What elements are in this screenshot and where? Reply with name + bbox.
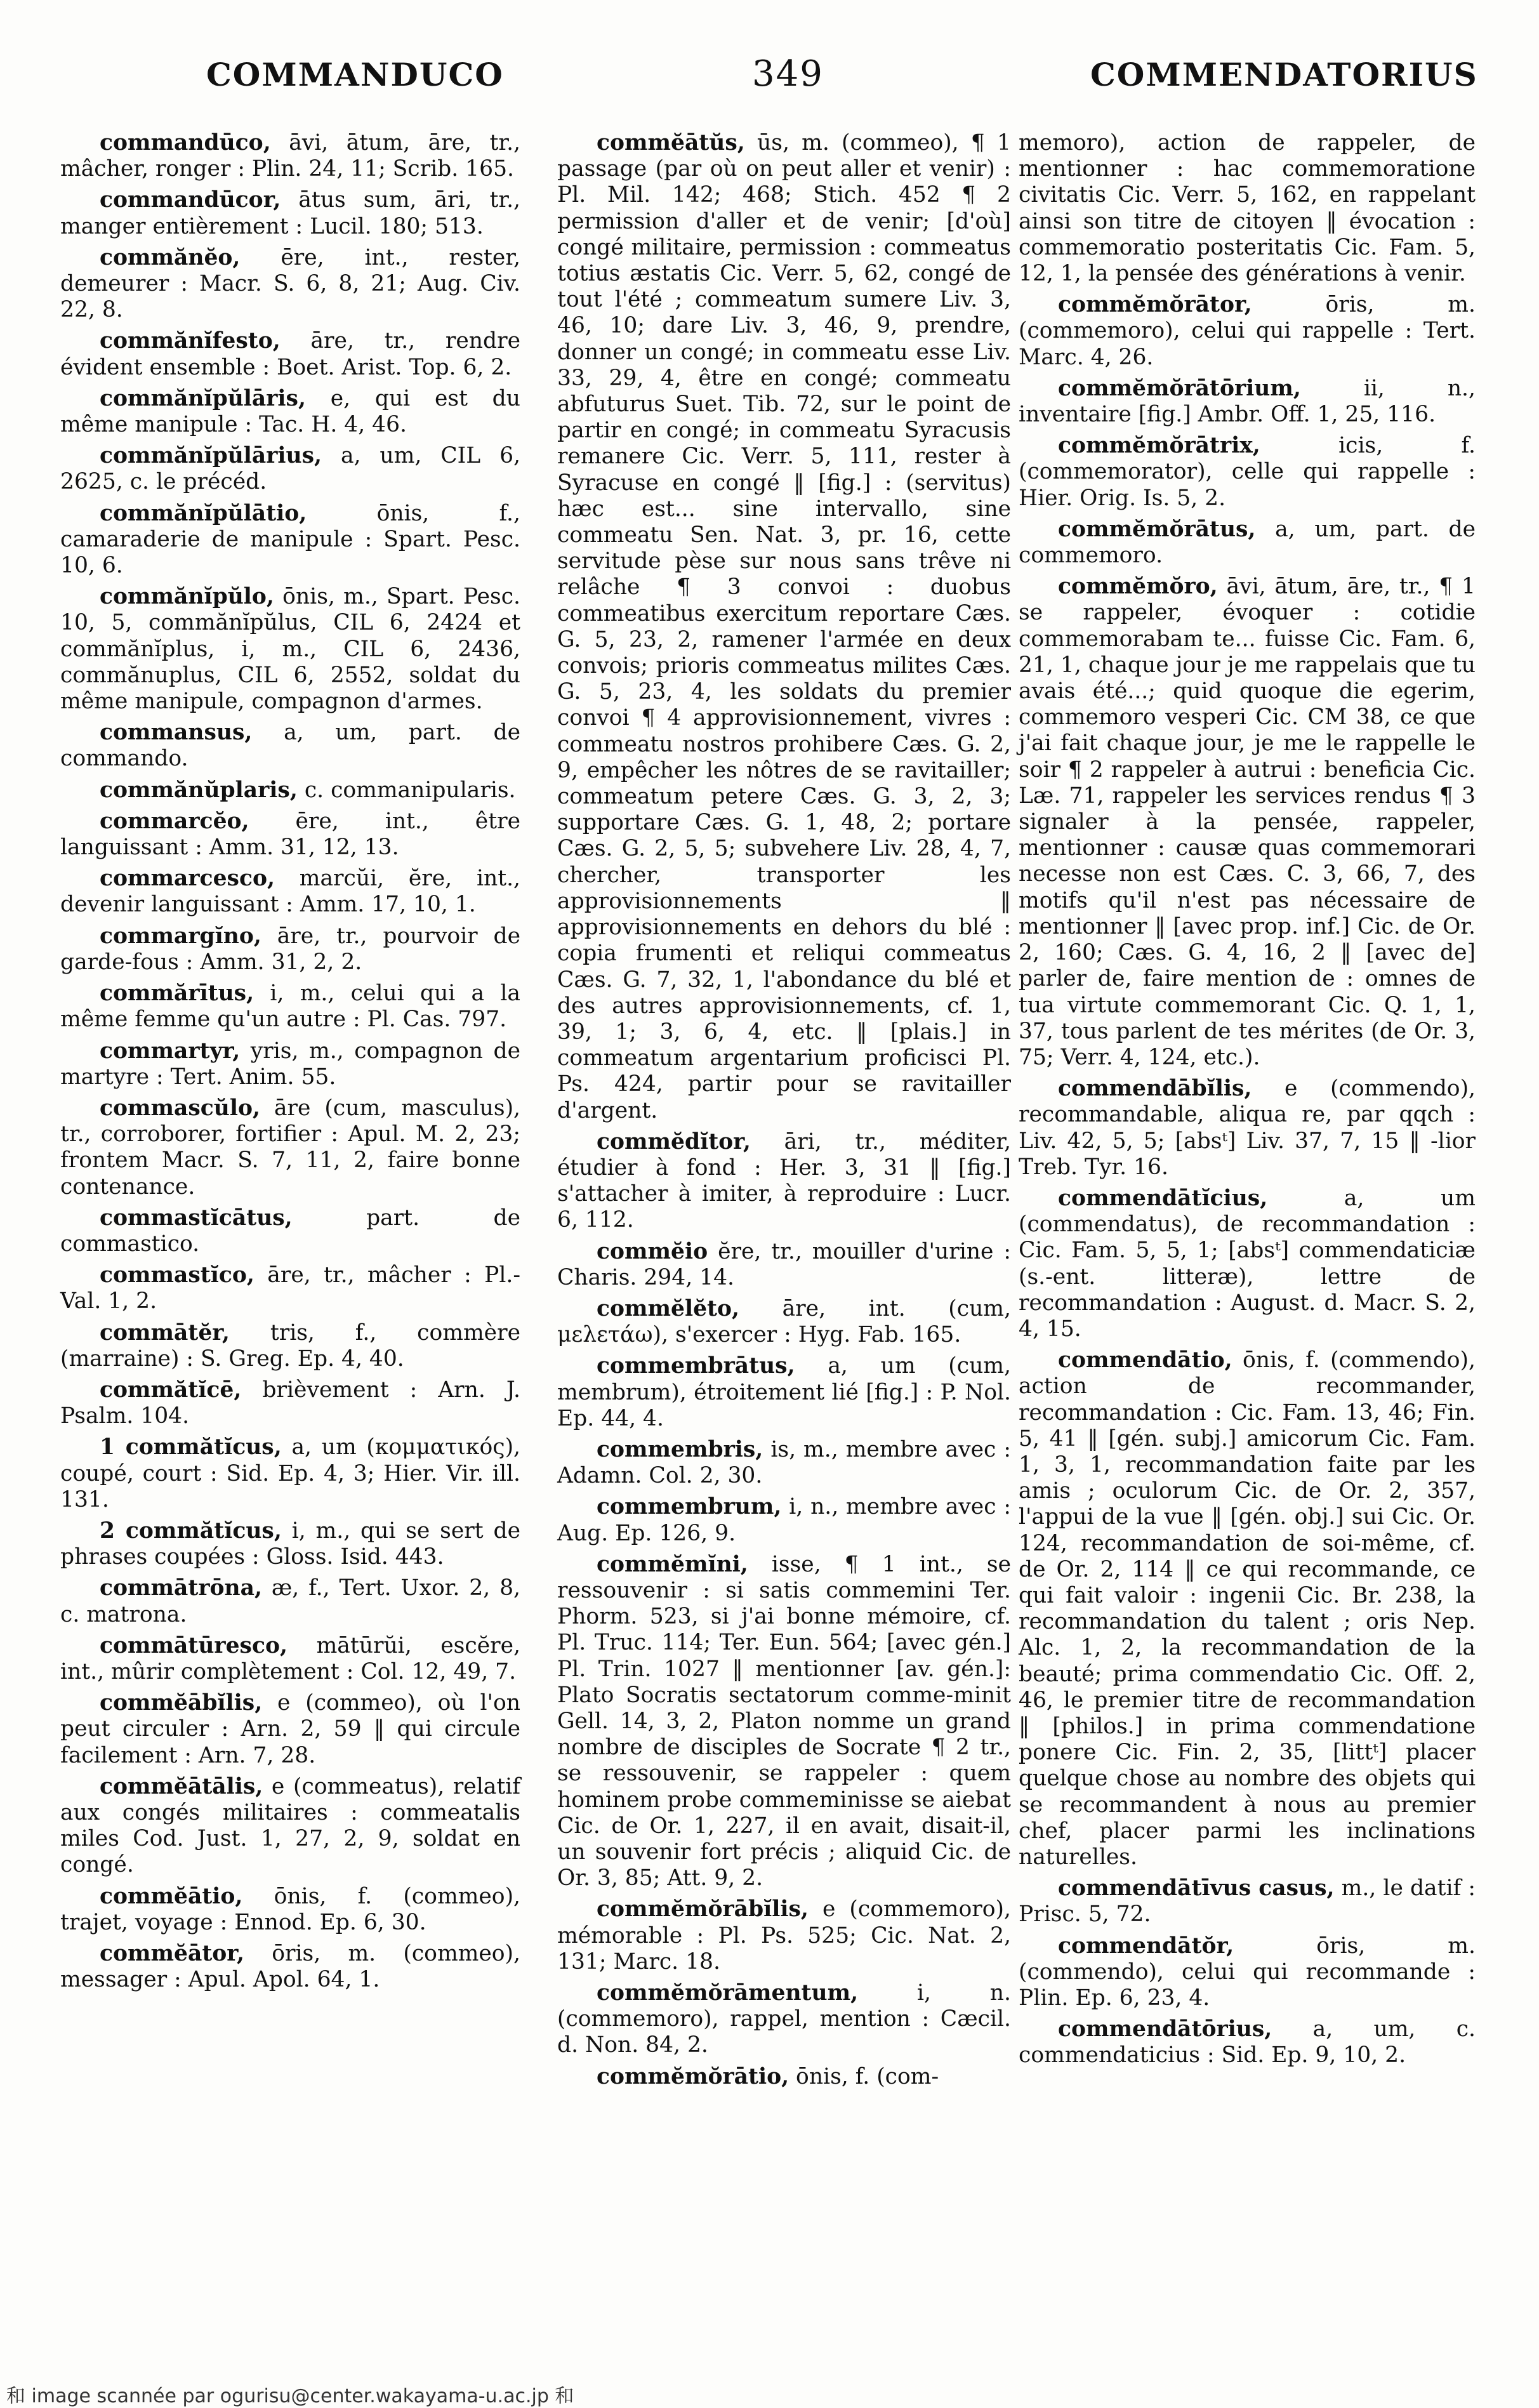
dictionary-entry xyxy=(1019,517,1476,569)
running-head-right: COMMENDATORIUS xyxy=(1090,56,1478,93)
entry-definition: ōnis, m., Spart. Pesc. 10, 5, commănĭpŭlus, CIL 6, 2424 et commănĭplus, i, m., CIL 6, 2436, commănuplus, CIL 6, 2552, soldat du même manipule, compagnon d'armes. xyxy=(60,584,520,715)
entry-definition: ātus sum, āri, tr., manger entièrement : Lucil. 180; 513. xyxy=(60,187,520,239)
headword: commarcĕo, xyxy=(100,808,249,834)
dictionary-entry xyxy=(557,1353,1011,1432)
entry-definition: a, um (cum, membrum), étroitement lié [fig.] : P. Nol. Ep. 44, 4. xyxy=(557,1353,1011,1431)
entry-definition: brièvement : Arn. J. Psalm. 104. xyxy=(60,1377,520,1429)
dictionary-entry xyxy=(557,1239,1011,1291)
headword: commendātŏr, xyxy=(1058,1933,1234,1959)
headword: commātrōna, xyxy=(100,1575,262,1601)
entry-definition: ōris, m. (commendo), celui qui recommande : Plin. Ep. 6, 23, 4. xyxy=(1019,1933,1476,2011)
headword: commartyr, xyxy=(100,1038,241,1064)
headword: commănĕo, xyxy=(100,244,241,270)
entry-definition: isse, ¶ 1 int., se ressouvenir : si satis commemini Ter. Phorm. 523, si j'ai bonne mémoire, cf. Pl. Truc. 114; Ter. Eun. 564; [avec gén.] Pl. Trin. 1027 ‖ mentionner [av. gén.]: Plato Socratis sectatorum comme-minit Gell. 14, 3, 2, Platon nomme un grand nombre de disciples de Socrate ¶ 2 tr., se ressouvenir, se rappeler : quem hominem probe commeminisse se aiebat Cic. de Or. 1, 227, il en avait, disait-il, un souvenir fort précis ; aliquid Cic. de Or. 3, 85; Att. 9, 2. xyxy=(557,1551,1011,1891)
dictionary-entry xyxy=(60,501,520,579)
entry-definition: e (commemoro), mémorable : Pl. Ps. 525; Cic. Nat. 2, 131; Marc. 18. xyxy=(557,1896,1011,1975)
entry-definition: ōnis, f. (com- xyxy=(789,2063,939,2089)
dictionary-entry xyxy=(557,1980,1011,2059)
entry-definition: a, um (κομματικός), coupé, court : Sid. Ep. 4, 3; Hier. Vir. ill. 131. xyxy=(60,1434,521,1512)
headword: commărītus, xyxy=(100,981,254,1007)
headword: commănĭpŭlo, xyxy=(100,584,274,610)
dictionary-entry xyxy=(60,777,520,804)
dictionary-entry xyxy=(60,1377,520,1429)
headword: commātūresco, xyxy=(100,1632,287,1658)
headword: commandūco, xyxy=(100,130,271,155)
entry-definition: memoro), action de rappeler, de mentionner : hac commemoratione civitatis Cic. Verr. 5, 162, en rappelant ainsi son titre de citoyen ‖ évocation : commemoratio posteritatis Cic. Fam. 5, 12, 1, la pensée des générations à venir. xyxy=(1019,130,1476,287)
headword: commĕmĭni, xyxy=(597,1551,748,1577)
dictionary-entry xyxy=(60,187,520,239)
headword: commandūcor, xyxy=(100,187,281,213)
entry-definition: i, n. (commemoro), rappel, mention : Cæcil. d. Non. 84, 2. xyxy=(557,1980,1011,2058)
dictionary-entry xyxy=(60,386,520,438)
headword: commănĭpŭlārius, xyxy=(100,443,322,469)
dictionary-entry xyxy=(557,130,1011,1124)
headword: commĕābĭlis, xyxy=(100,1690,263,1716)
dictionary-entry xyxy=(60,981,520,1033)
entry-definition: a, um, c. commendaticius : Sid. Ep. 9, 10, 2. xyxy=(1019,2016,1476,2068)
headword: commĕātālis, xyxy=(100,1773,263,1799)
dictionary-entry xyxy=(1019,2016,1476,2068)
headword: commĕātŭs, xyxy=(597,130,745,155)
entry-definition: e (commeo), où l'on peut circuler : Arn. 2, 59 ‖ qui circule facilement : Arn. 7, 28. xyxy=(60,1690,520,1768)
headword: commendātōrius, xyxy=(1058,2016,1272,2042)
entry-definition: ūs, m. (commeo), ¶ 1 passage (par où on peut aller et venir) : Pl. Mil. 142; 468; Stich. 452 ¶ 2 permission d'aller et de venir; [d'où] congé militaire, permission : commeatus totius æstatis Cic. Verr. 5, 62, congé de tout l'été ; commeatum sumere Liv. 3, 46, 10; dare Liv. 3, 46, 9, prendre, donner un congé; in commeatu esse Liv. 33, 29, 4, être en congé; commeatu abfuturus Suet. Tib. 72, sur le point de partir en congé; in commeatu Syracusis remanere Cic. Verr. 5, 111, rester à Syracuse en congé ‖ [fig.] : (servitus) hæc est... sine intervallo, sine commeatu Sen. Nat. 3, pr. 16, cette servitude pèse sur nous sans trêve ni relâche ¶ 3 convoi : duobus commeatibus exercitum reportare Cæs. G. 5, 23, 2, ramener l'armée en deux convois; prioris commeatus milites Cæs. G. 5, 23, 4, les soldats du premier convoi ¶ 4 approvisionnement, vivres : commeatu nostros prohibere Cæs. G. 2, 9, empêcher les nôtres de se ravitailler; commeatum petere Cæs. G. 3, 2, 3; supportare Cæs. G. 1, 48, 2; portare Cæs. G. 2, 5, 5; subvehere Liv. 28, 4, 7, chercher, transporter les approvisionnements ‖ approvisionnements en dehors du blé : copia frumenti et reliqui commeatus Cæs. G. 7, 32, 1, l'abondance du blé et des autres approvisionnements, cf. 1, 39, 1; 3, 6, 4, etc. ‖ [plais.] in commeatum argentarium proficisci Pl. Ps. 424, partir pour se ravitailler d'argent. xyxy=(557,130,1011,1123)
dictionary-column-3 xyxy=(1019,130,1476,2074)
headword: commascŭlo, xyxy=(100,1095,261,1121)
dictionary-entry xyxy=(557,1494,1011,1546)
dictionary-entry xyxy=(1019,1347,1476,1870)
entry-definition: ēre, int., rester, demeurer : Macr. S. 6, 8, 21; Aug. Civ. 22, 8. xyxy=(60,244,520,323)
entry-definition: marcŭi, ĕre, int., devenir languissant : Amm. 17, 10, 1. xyxy=(60,866,520,918)
headword: commansus, xyxy=(100,720,253,746)
dictionary-entry xyxy=(60,328,520,380)
headword: commembrātus, xyxy=(597,1353,795,1379)
entry-definition: ōnis, f., camaraderie de manipule : Spart. Pesc. 10, 6. xyxy=(60,500,520,579)
entry-definition: āre, tr., mâcher : Pl.-Val. 1, 2. xyxy=(60,1262,520,1314)
entry-definition: part. de commastico. xyxy=(60,1205,520,1257)
running-head-left: COMMANDUCO xyxy=(206,56,504,93)
dictionary-entry xyxy=(1019,574,1476,1071)
dictionary-entry xyxy=(557,1296,1011,1348)
entry-definition: ōnis, f. (commendo), action de recommander, recommandation : Cic. Fam. 13, 46; Fin. 5, 41 ‖ [gén. subj.] amicorum Cic. Fam. 1, 3, 1, recommandation faite par les amis ; oculorum Cic. de Or. 2, 357, l'appui de la vue ‖ [gén. obj.] sui Cic. Or. 124, recommandation de soi-même, cf. de Or. 2, 114 ‖ ce qui recommande, ce qui fait valoir : ingenii Cic. Br. 238, la recommandation du talent ; oris Nep. Alc. 1, 2, la recommandation de la beauté; prima commendatio Cic. Off. 2, 46, le premier titre de recommandation ‖ [philos.] in prima commendatione ponere Cic. Fin. 2, 35, [littᵗ] placer quelque chose au nombre des objets qui se recommandent à nous au premier chef, placer parmi les inclinations naturelles. xyxy=(1019,1347,1476,1870)
entry-definition: i, n., membre avec : Aug. Ep. 126, 9. xyxy=(557,1494,1011,1546)
headword: commendātio, xyxy=(1058,1347,1232,1373)
entry-definition: e, qui est du même manipule : Tac. H. 4, 46. xyxy=(60,385,520,438)
dictionary-entry xyxy=(60,130,520,182)
headword: commănĭpŭlātio, xyxy=(100,500,307,526)
dictionary-entry xyxy=(60,443,520,495)
entry-definition: mātūrŭi, escĕre, int., mûrir complètement : Col. 12, 49, 7. xyxy=(60,1632,520,1684)
dictionary-entry xyxy=(557,2064,1011,2090)
headword: commĕmŏrātor, xyxy=(1058,292,1252,318)
headword: commembris, xyxy=(597,1436,763,1462)
headword: commĕmŏrātus, xyxy=(1058,516,1256,542)
entry-definition: a, um (commendatus), de recommandation : Cic. Fam. 5, 5, 1; [absᵗ] commendaticiæ (s.-ent. litteræ), lettre de recommandation : August. d. Macr. S. 2, 4, 15. xyxy=(1019,1185,1476,1342)
headword: commĕlĕto, xyxy=(597,1295,739,1321)
headword: commarcesco, xyxy=(100,866,275,892)
headword: commembrum, xyxy=(597,1494,782,1520)
headword: commănĭfesto, xyxy=(100,328,281,354)
dictionary-entry xyxy=(557,1129,1011,1234)
entry-definition: yris, m., compagnon de martyre : Tert. Anim. 55. xyxy=(60,1038,520,1090)
entry-definition: a, um, part. de commemoro. xyxy=(1019,516,1476,569)
dictionary-entry xyxy=(1019,292,1476,371)
headword: commastĭco, xyxy=(100,1262,254,1288)
dictionary-entry xyxy=(1019,1875,1476,1928)
dictionary-entry xyxy=(60,1320,520,1372)
entry-definition: āvi, ātum, āre, tr., mâcher, ronger : Plin. 24, 11; Scrib. 165. xyxy=(60,130,520,182)
entry-definition: m., le datif : Prisc. 5, 72. xyxy=(1019,1875,1476,1928)
dictionary-entry xyxy=(60,720,520,772)
dictionary-entry xyxy=(60,584,520,715)
dictionary-entry xyxy=(60,1434,520,1513)
dictionary-entry xyxy=(60,245,520,324)
dictionary-entry xyxy=(60,1884,520,1936)
entry-definition: æ, f., Tert. Uxor. 2, 8, c. matrona. xyxy=(60,1575,520,1627)
dictionary-column-1 xyxy=(60,130,520,1998)
entry-definition: icis, f. (commemorator), celle qui rappelle : Hier. Orig. Is. 5, 2. xyxy=(1019,433,1476,511)
entry-definition: a, um, part. de commando. xyxy=(60,720,520,772)
entry-definition: e (commeatus), relatif aux congés militaires : commeatalis miles Cod. Just. 1, 27, 2, 9, soldat en congé. xyxy=(60,1773,520,1878)
dictionary-entry xyxy=(1019,1186,1476,1342)
headword: commĕmŏrātrix, xyxy=(1058,433,1260,459)
headword: commătĭcē, xyxy=(100,1377,242,1403)
headword: commĕātio, xyxy=(100,1883,243,1909)
dictionary-entry xyxy=(60,1205,520,1257)
dictionary-entry xyxy=(60,923,520,976)
dictionary-entry xyxy=(1019,433,1476,512)
entry-definition: ōris, m. (commemoro), celui qui rappelle : Tert. Marc. 4, 26. xyxy=(1019,292,1476,370)
headword: commargĭno, xyxy=(100,923,261,949)
dictionary-entry xyxy=(60,1575,520,1627)
headword: commĕmŏrātōrium, xyxy=(1058,375,1301,401)
dictionary-entry xyxy=(60,1941,520,1993)
entry-definition: ōnis, f. (commeo), trajet, voyage : Ennod. Ep. 6, 30. xyxy=(60,1883,520,1935)
headword: commĕio xyxy=(597,1238,708,1264)
dictionary-entry xyxy=(60,1690,520,1769)
dictionary-entry xyxy=(557,1552,1011,1892)
scan-credit: 和 image scannée par ogurisu@center.wakayama-u.ac.jp 和 xyxy=(6,2385,574,2407)
headword: commĕmŏrāmentum, xyxy=(597,1980,859,2006)
dictionary-entry xyxy=(557,1437,1011,1489)
headword: commănĭpŭlāris, xyxy=(100,385,306,411)
headword: 2 commătĭcus, xyxy=(100,1518,282,1544)
entry-definition: i, m., celui qui a la même femme qu'un autre : Pl. Cas. 797. xyxy=(60,981,520,1033)
headword: commĕmŏrābĭlis, xyxy=(597,1896,809,1922)
dictionary-entry xyxy=(60,1262,520,1314)
headword: commātĕr, xyxy=(100,1320,230,1346)
headword: commănŭplaris, xyxy=(100,777,298,803)
dictionary-column-2 xyxy=(557,130,1011,2095)
entry-definition: āri, tr., méditer, étudier à fond : Her. 3, 31 ‖ [fig.] s'attacher à imiter, à reproduire : Lucr. 6, 112. xyxy=(557,1128,1011,1233)
page-number: 349 xyxy=(752,53,824,95)
dictionary-entry xyxy=(557,1896,1011,1975)
dictionary-entry xyxy=(1019,376,1476,428)
headword: commĕmŏro, xyxy=(1058,574,1218,600)
headword: commendātīvus casus, xyxy=(1058,1875,1335,1902)
dictionary-entry xyxy=(60,866,520,918)
entry-definition: tris, f., commère (marraine) : S. Greg. Ep. 4, 40. xyxy=(60,1320,520,1372)
dictionary-entry xyxy=(60,1038,520,1090)
entry-definition: ōris, m. (commeo), messager : Apul. Apol. 64, 1. xyxy=(60,1941,520,1993)
headword: commĕdĭtor, xyxy=(597,1128,751,1154)
dictionary-entry xyxy=(1019,1076,1476,1181)
entry-definition: is, m., membre avec : Adamn. Col. 2, 30. xyxy=(557,1436,1011,1489)
entry-definition: i, m., qui se sert de phrases coupées : Gloss. Isid. 443. xyxy=(60,1518,520,1570)
entry-definition: āvi, ātum, āre, tr., ¶ 1 se rappeler, évoquer : cotidie commemorabam te... fuisse Cic. Fam. 6, 21, 1, chaque jour je me rappelais que tu avais été...; quid quoque die egerim, commemoro vesperi Cic. CM 38, ce que j'ai fait chaque jour, je me le rappelle le soir ¶ 2 rappeler à autrui : beneficia Cic. Læ. 71, rappeler les services rendus ¶ 3 signaler à la pensée, rappeler, mentionner : causæ quas commemorari necesse non est Cæs. C. 3, 66, 7, des motifs qu'il n'est pas nécessaire de mentionner ‖ [avec prop. inf.] Cic. de Or. 2, 160; Cæs. G. 4, 16, 2 ‖ [avec de] parler de, faire mention de : omnes de tua virtute commemorant Cic. Q. 1, 1, 37, tous parlent de tes mérites (de Or. 3, 75; Verr. 4, 124, etc.). xyxy=(1019,574,1476,1070)
dictionary-entry xyxy=(1019,1933,1476,2012)
dictionary-entry xyxy=(60,1774,520,1879)
entry-definition: ēre, int., être languissant : Amm. 31, 12, 13. xyxy=(60,808,520,861)
headword: 1 commătĭcus, xyxy=(100,1434,282,1460)
entry-definition: āre (cum, masculus), tr., corroborer, fortifier : Apul. M. 2, 23; frontem Macr. S. 7, 11, 2, faire bonne contenance. xyxy=(60,1095,520,1200)
headword: commĕātor, xyxy=(100,1941,244,1966)
entry-definition: c. commanipularis. xyxy=(297,777,516,803)
headword: commĕmŏrātio, xyxy=(597,2063,789,2089)
headword: commastĭcātus, xyxy=(100,1205,293,1231)
entry-definition: ii, n., inventaire [fig.] Ambr. Off. 1, 25, 116. xyxy=(1019,375,1476,428)
entry-definition: āre, int. (cum, μελετάω), s'exercer : Hyg. Fab. 165. xyxy=(557,1295,1011,1348)
headword: commendābĭlis, xyxy=(1058,1076,1252,1102)
dictionary-entry xyxy=(60,809,520,861)
dictionary-entry xyxy=(1019,130,1476,287)
entry-definition: a, um, CIL 6, 2625, c. le précéd. xyxy=(60,443,520,495)
entry-definition: āre, tr., rendre évident ensemble : Boet. Arist. Top. 6, 2. xyxy=(60,328,520,380)
entry-definition: āre, tr., pourvoir de garde-fous : Amm. 31, 2, 2. xyxy=(60,923,520,975)
dictionary-entry xyxy=(60,1518,520,1570)
dictionary-entry xyxy=(60,1095,520,1200)
headword: commendātĭcius, xyxy=(1058,1185,1268,1211)
dictionary-entry xyxy=(60,1633,520,1685)
entry-definition: e (commendo), recommandable, aliqua re, par qqch : Liv. 42, 5, 5; [absᵗ] Liv. 37, 7, 15 ‖ -lior Treb. Tyr. 16. xyxy=(1019,1076,1476,1180)
entry-definition: ĕre, tr., mouiller d'urine : Charis. 294, 14. xyxy=(557,1238,1011,1290)
